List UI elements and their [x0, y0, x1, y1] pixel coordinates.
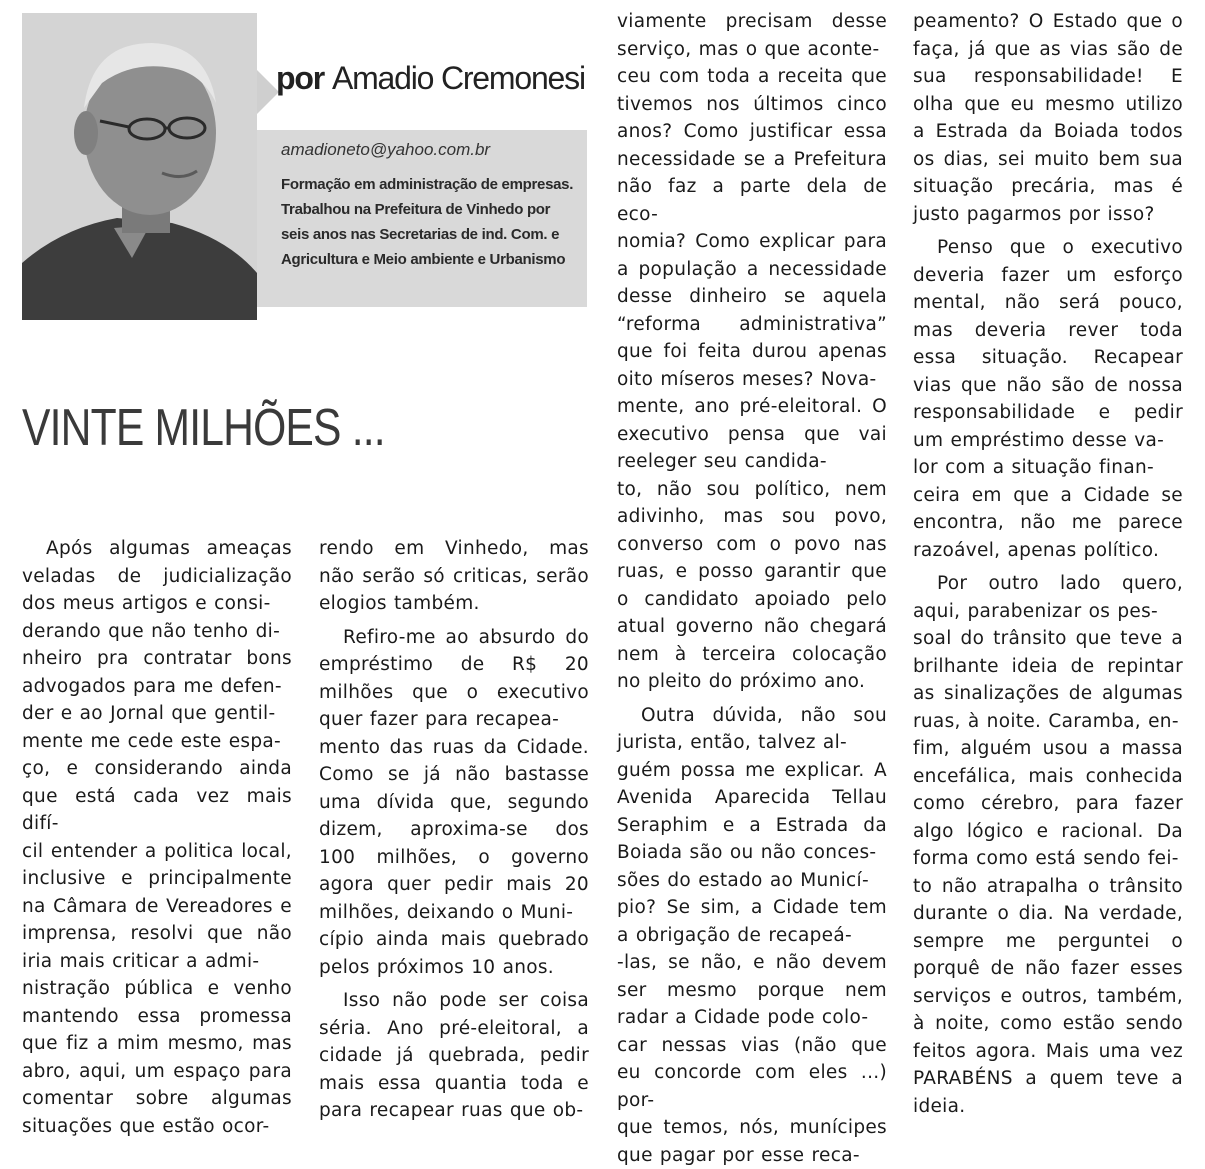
- author-email[interactable]: amadioneto@yahoo.com.br: [281, 140, 577, 160]
- article-column-3: [617, 8, 887, 1169]
- author-portrait-illustration: [22, 13, 257, 320]
- paragraph: Outra dúvida, não sou jurista, então, talvez al- guém possa me explicar. A Avenida Aparecida Tellau Seraphim e a Estrada da Boiada são ou não conces- sões do estado ao Municí- pio? Se sim, a Cidade tem a obrigação de recapeá- -las, se não, e não devem ser mesmo porque nem radar a Cidade pode colo- car nessas vias (não que eu concorde com eles ...) por- que temos, nós, munícipes que pagar por esse reca-: [617, 702, 887, 1169]
- author-bio: Formação em administração de empresas. Trabalhou na Prefeitura de Vinhedo por seis anos nas Secretarias de ind. Com. e Agricultura e Meio ambiente e Urbanismo: [281, 172, 577, 272]
- paragraph: Refiro-me ao absurdo do empréstimo de R$ 20 milhões que o executivo quer fazer para recapea- mento das ruas da Cidade. Como se já não bastasse uma dívida que, segundo dizem, aproxima-se dos 100 milhões, o governo agora quer pedir mais 20 milhões, deixando o Muni- cípio ainda mais quebrado pelos próximos 10 anos.: [319, 624, 589, 982]
- paragraph: peamento? O Estado que o faça, já que as vias são de sua responsabilidade! E olha que eu mesmo utilizo a Estrada da Boiada todos os dias, sei muito bem sua situação precária, mas é justo pagarmos por isso?: [913, 8, 1183, 228]
- article-title: VINTE MILHÕES ...: [22, 398, 385, 458]
- paragraph: rendo em Vinhedo, mas não serão só criticas, serão elogios também.: [319, 535, 589, 618]
- paragraph: Penso que o executivo deveria fazer um esforço mental, não será pouco, mas deveria rever toda essa situação. Recapear vias que não são de nossa responsabilidade e pedir um empréstimo desse va- lor com a situação finan- ceira em que a Cidade se encontra, não me parece razoável, apenas político.: [913, 234, 1183, 564]
- article-column-4: [913, 8, 1183, 1120]
- byline: [276, 60, 596, 97]
- author-bio-box: [257, 130, 587, 307]
- paragraph: Por outro lado quero, aqui, parabenizar os pes- soal do trânsito que teve a brilhante ideia de repintar as sinalizações de algumas ruas, à noite. Caramba, en- fim, alguém usou a massa encefálica, mais conhecida como cérebro, para fazer algo lógico e racional. Da forma como está sendo fei- to não atrapalha o trânsito durante o dia. Na verdade, sempre me perguntei o porquê de não fazer esses serviços e outros, também, à noite, como estão sendo feitos agora. Mais uma vez PARABÉNS a quem teve a ideia.: [913, 570, 1183, 1120]
- byline-prefix: por: [276, 60, 324, 96]
- paragraph: viamente precisam desse serviço, mas o que aconte- ceu com toda a receita que tivemos nos últimos cinco anos? Como justificar essa necessidade se a Prefeitura não faz a parte dela de eco- nomia? Como explicar para a população a necessidade desse dinheiro se aquela “reforma administrativa” que foi feita durou apenas oito míseros meses? Nova- mente, ano pré-eleitoral. O executivo pensa que vai reeleger seu candida- to, não sou político, nem adivinho, mas sou povo, converso com o povo nas ruas, e posso garantir que o candidato apoiado pelo atual governo não chegará nem à terceira colocação no pleito do próximo ano.: [617, 8, 887, 696]
- paragraph: Após algumas ameaças veladas de judicialização dos meus artigos e consi- derando que não tenho di- nheiro pra contratar bons advogados para me defen- der e ao Jornal que gentil- mente me cede este espa- ço, e considerando ainda que está cada vez mais difí- cil entender a politica local, inclusive e principalmente na Câmara de Vereadores e imprensa, resolvi que não iria mais criticar a admi- nistração pública e venho mantendo essa promessa que fiz a mim mesmo, mas abro, aqui, um espaço para comentar sobre algumas situações que estão ocor-: [22, 535, 292, 1140]
- paragraph: Isso não pode ser coisa séria. Ano pré-eleitoral, a cidade já quebrada, pedir mais essa quantia toda e para recapear ruas que ob-: [319, 987, 589, 1125]
- article-column-2: [319, 535, 589, 1125]
- author-name: Amadio Cremonesi: [332, 60, 585, 96]
- article-column-1: [22, 535, 292, 1140]
- author-photo: [22, 13, 257, 320]
